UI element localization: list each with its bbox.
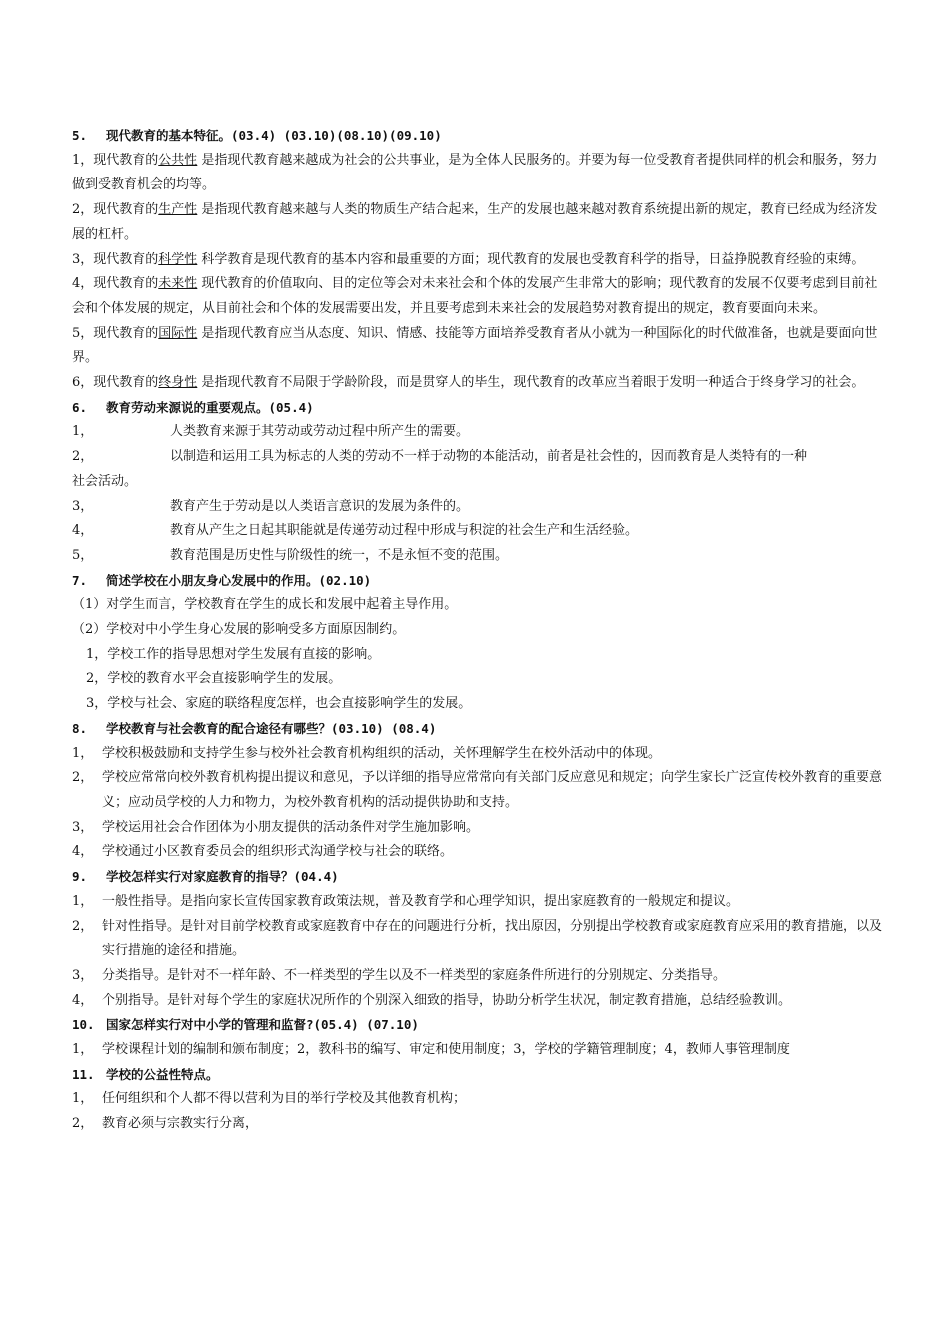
section-title: 国家怎样实行对中小学的管理和监督?(05.4) (07.10) <box>106 1017 419 1033</box>
item-text: 以制造和运用工具为标志的人类的劳动不一样于动物的本能活动，前者是社会性的，因而教育是人类特有的一种 <box>170 449 808 465</box>
section-7-item-1: （1）对学生而言，学校教育在学生的成长和发展中起着主导作用。 <box>72 597 458 613</box>
section-7-item-2: （2）学校对中小学生身心发展的影响受多方面原因制约。 <box>72 622 406 638</box>
section-10-item-1 <box>72 1038 884 1063</box>
item-number: 1， <box>72 1042 94 1058</box>
section-title: 学校的公益性特点。 <box>106 1066 219 1082</box>
section-8-item-3 <box>72 816 884 841</box>
item-text: 是指现代教育越来越与人类的物质生产结合起来，生产的发展也越来越对教育系统提出新的规定，教育已经成为经济发展的杠杆。 <box>72 202 878 242</box>
item-text: 是指现代教育越来越成为社会的公共事业，是为全体人民服务的。并要为每一位受教育者提供同样的机会和服务，努力做到受教育机会的均等。 <box>72 152 878 193</box>
item-term: 公共性 <box>158 152 198 168</box>
section-11-item-1 <box>72 1087 884 1112</box>
section-7-subitem-3: 3，学校与社会、家庭的联络程度怎样，也会直接影响学生的发展。 <box>86 696 472 712</box>
section-8-heading <box>72 717 884 742</box>
item-number: 3， <box>72 967 94 983</box>
section-11-heading <box>72 1063 884 1088</box>
section-6-item-2 <box>72 445 884 470</box>
item-prefix: 3，现代教育的 <box>72 251 159 267</box>
section-5-item-1 <box>72 149 884 198</box>
item-text: 是指现代教育不局限于学龄阶段，而是贯穿人的毕生，现代教育的改革应当着眼于发明一种适合于终身学习的社会。 <box>197 375 865 391</box>
section-number: 9. <box>72 869 88 885</box>
section-10-heading <box>72 1013 884 1038</box>
section-6-item-3 <box>72 495 884 520</box>
item-text: 学校课程计划的编制和颁布制度；2，教科书的编写、审定和使用制度；3，学校的学籍管理制度；4，教师人事管理制度 <box>102 1042 790 1058</box>
item-number: 1， <box>72 1091 94 1107</box>
section-title: 教育劳动来源说的重要观点。(05.4) <box>106 399 314 415</box>
item-text: 学校应常常向校外教育机构提出提议和意见，予以详细的指导应常常向有关部门反应意见和规定；向学生家长广泛宣传校外教育的重要意义；应动员学校的人力和物力，为校外教育机构的活动提供协助和支持。 <box>102 770 883 810</box>
item-term: 生产性 <box>158 202 198 218</box>
item-number: 1， <box>72 424 94 440</box>
section-title: 简述学校在小朋友身心发展中的作用。(02.10) <box>106 572 372 588</box>
section-title: 学校教育与社会教育的配合途径有哪些？(03.10) (08.4) <box>106 720 437 736</box>
item-text: 教育必须与宗教实行分离， <box>102 1116 259 1132</box>
document-body <box>72 124 884 1137</box>
item-text: 学校积极鼓励和支持学生参与校外社会教育机构组织的活动，关怀理解学生在校外活动中的体现。 <box>102 745 662 761</box>
item-text: 教育从产生之日起其职能就是传递劳动过程中形成与积淀的社会生产和生活经验。 <box>170 523 639 539</box>
item-prefix: 6，现代教育的 <box>72 375 159 391</box>
item-number: 5， <box>72 547 94 563</box>
item-number: 4， <box>72 523 94 539</box>
section-7-subitem-2: 2，学校的教育水平会直接影响学生的发展。 <box>86 671 342 687</box>
section-8-item-2 <box>72 766 884 815</box>
item-term: 未来性 <box>158 276 198 292</box>
section-6-item-5 <box>72 544 884 569</box>
item-text: 分类指导。是针对不一样年龄、不一样类型的学生以及不一样类型的家庭条件所进行的分别规定、分类指导。 <box>102 967 727 983</box>
section-5-item-2 <box>72 198 884 247</box>
section-number: 7. <box>72 572 88 588</box>
item-text: 是指现代教育应当从态度、知识、情感、技能等方面培养受教育者从小就为一种国际化的时代做准备，也就是要面向世界。 <box>72 325 878 366</box>
section-7-subitem-1: 1，学校工作的指导思想对学生发展有直接的影响。 <box>86 646 381 662</box>
section-number: 8. <box>72 720 88 736</box>
item-text: 教育范围是历史性与阶级性的统一，不是永恒不变的范围。 <box>170 547 509 563</box>
section-number: 5. <box>72 128 88 143</box>
item-text: 学校通过小区教育委员会的组织形式沟通学校与社会的联络。 <box>102 844 454 860</box>
item-term: 国际性 <box>158 325 198 341</box>
section-number: 10. <box>72 1017 95 1033</box>
section-6-heading <box>72 396 884 421</box>
item-text: 任何组织和个人都不得以营利为目的举行学校及其他教育机构； <box>102 1091 467 1107</box>
item-number: 3， <box>72 498 94 514</box>
section-5-item-3 <box>72 248 884 273</box>
item-text: 人类教育来源于其劳动或劳动过程中所产生的需要。 <box>170 424 470 440</box>
item-number: 3， <box>72 819 94 835</box>
section-7-heading <box>72 569 884 594</box>
section-number: 11. <box>72 1066 95 1082</box>
section-9-item-4 <box>72 989 884 1014</box>
item-number: 2， <box>72 1116 94 1132</box>
item-number: 4， <box>72 992 94 1008</box>
section-5-item-5 <box>72 322 884 371</box>
item-number: 2， <box>72 449 94 465</box>
item-text: 教育产生于劳动是以人类语言意识的发展为条件的。 <box>170 498 470 514</box>
item-text: 现代教育的价值取向、目的定位等会对未来社会和个体的发展产生非常大的影响；现代教育的发展不仅要考虑到目前社会和个体发展的规定，从目前社会和个体的发展需要出发，并且要考虑到未来社会的发展趋势对教育提出的规定，教育要面向未来。 <box>72 276 878 316</box>
item-text: 个别指导。是针对每个学生的家庭状况所作的个别深入细致的指导，协助分析学生状况，制定教育措施，总结经验教训。 <box>102 992 792 1008</box>
section-8-item-1 <box>72 742 884 767</box>
section-6-item-4 <box>72 519 884 544</box>
item-text: 针对性指导。是针对目前学校教育或家庭教育中存在的问题进行分析，找出原因，分别提出学校教育或家庭教育应采用的教育措施，以及实行措施的途径和措施。 <box>102 918 883 959</box>
item-prefix: 1，现代教育的 <box>72 152 159 168</box>
item-prefix: 5，现代教育的 <box>72 325 159 341</box>
section-5-item-6 <box>72 371 884 396</box>
item-number: 1， <box>72 745 94 761</box>
item-text: 学校运用社会合作团体为小朋友提供的活动条件对学生施加影响。 <box>102 819 480 835</box>
item-term: 科学性 <box>158 251 198 267</box>
item-number: 1， <box>72 893 94 909</box>
item-text: 一般性指导。是指向家长宣传国家教育政策法规，普及教育学和心理学知识，提出家庭教育的一般规定和提议。 <box>102 893 740 909</box>
section-6-item-1 <box>72 420 884 445</box>
item-prefix: 2，现代教育的 <box>72 202 159 218</box>
section-title: 学校怎样实行对家庭教育的指导？(04.4) <box>106 869 339 885</box>
section-5-heading <box>72 124 884 149</box>
section-9-item-2 <box>72 915 884 964</box>
section-5-item-4 <box>72 272 884 321</box>
section-11-item-2 <box>72 1112 884 1137</box>
item-number: 2， <box>72 770 94 786</box>
section-9-heading <box>72 865 884 890</box>
section-8-item-4 <box>72 840 884 865</box>
item-number: 4， <box>72 844 94 860</box>
item-prefix: 4，现代教育的 <box>72 276 159 292</box>
section-9-item-1 <box>72 890 884 915</box>
item-number: 2， <box>72 918 94 934</box>
item-term: 终身性 <box>158 375 198 391</box>
section-number: 6. <box>72 399 88 415</box>
section-6-item-2-continuation: 社会活动。 <box>72 473 138 489</box>
item-text: 科学教育是现代教育的基本内容和最重要的方面；现代教育的发展也受教育科学的指导，日益挣脱教育经验的束缚。 <box>197 251 865 267</box>
section-9-item-3 <box>72 964 884 989</box>
section-title: 现代教育的基本特征。(03.4) (03.10)(08.10)(09.10) <box>106 128 442 143</box>
